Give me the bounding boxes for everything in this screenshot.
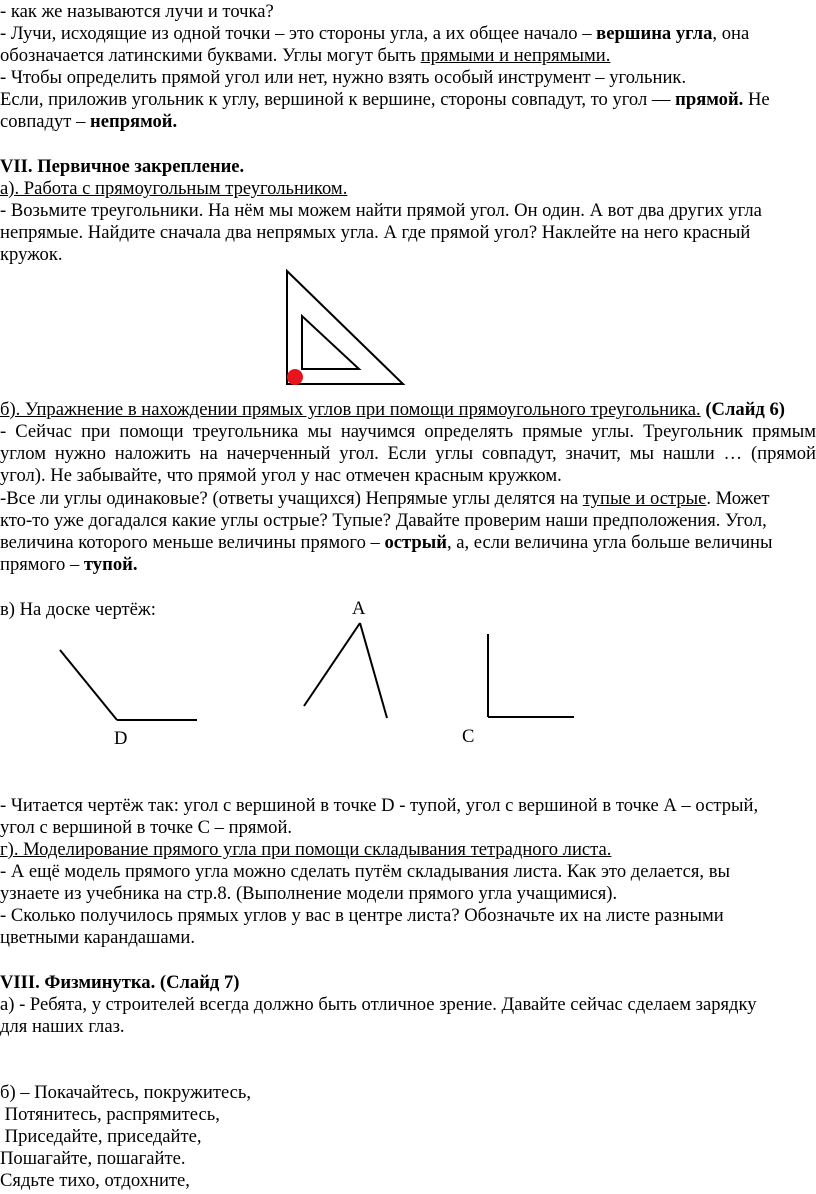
angle-a (304, 623, 387, 718)
label-d: D (114, 728, 128, 749)
text-line: -Все ли углы одинаковые? (ответы учащихся) Непрямые углы делятся на тупые и острые. Может (0, 488, 770, 509)
bold-term: прямой. (675, 89, 744, 110)
subsection-title: б). Упражнение в нахождении прямых углов при помощи прямоугольного треугольника. (Слайд 6) (0, 399, 785, 420)
bold-term: острый (384, 532, 447, 553)
label-c: C (462, 726, 475, 747)
text-line: - А ещё модель прямого угла можно сделать путём складывания листа. Как это делается, вы (0, 861, 730, 882)
text-line: - Чтобы определить прямой угол или нет, нужно взять особый инструмент – угольник. (0, 67, 687, 88)
underlined-term: прямыми и непрямыми. (420, 45, 611, 66)
angle-d (60, 650, 197, 720)
text-line: величина которого меньше величины прямого – острый, а, если величина угла больше величины (0, 532, 773, 553)
poem-line: Пошагайте, пошагайте. (0, 1148, 186, 1169)
bold-term: непрямой. (90, 111, 178, 132)
text-line: - как же называются лучи и точка? (0, 1, 274, 22)
subsection-title: а). Работа с прямоугольным треугольником. (0, 178, 348, 199)
text-line: - Читается чертёж так: угол с вершиной в точке D - тупой, угол с вершиной в точке А – острый, (0, 795, 759, 816)
text-line: прямого – тупой. (0, 554, 138, 575)
text-line: цветными карандашами. (0, 927, 195, 948)
bold-term: вершина угла (596, 23, 713, 44)
poem-line: Потянитесь, распрямитесь, (0, 1104, 220, 1125)
underlined-term: тупые и острые (582, 488, 707, 509)
text-line: обозначается латинскими буквами. Углы могут быть прямыми и непрямыми. (0, 45, 611, 66)
poem-line: Сядьте тихо, отдохните, (0, 1170, 190, 1191)
text-line: - Возьмите треугольники. На нём мы можем найти прямой угол. Он один. А вот два других угла (0, 200, 762, 221)
red-marker-circle (287, 369, 303, 385)
angle-c (488, 634, 574, 717)
slide-ref: (Слайд 6) (700, 399, 785, 420)
section-heading: VII. Первичное закрепление. (0, 156, 245, 177)
text-line: угол). Не забывайте, что прямой угол у нас отмечен красным кружком. (0, 465, 562, 486)
text-line: - Лучи, исходящие из одной точки – это стороны угла, а их общее начало – вершина угла, она (0, 23, 750, 44)
text-line: для наших глаз. (0, 1016, 125, 1037)
text-line: кто-то уже догадался какие углы острые? Тупые? Давайте проверим наши предположения. Угол, (0, 510, 767, 531)
text-line: узнаете из учебника на стр.8. (Выполнение модели прямого угла учащимися). (0, 883, 618, 904)
subsection-title: г). Моделирование прямого угла при помощи складывания тетрадного листа. (0, 839, 612, 860)
text-line: - Сколько получилось прямых углов у вас в центре листа? Обозначьте их на листе разными (0, 905, 724, 926)
label-a: A (352, 598, 366, 619)
poem-line: б) – Покачайтесь, покружитесь, (0, 1082, 252, 1103)
triangle-figure (287, 271, 403, 384)
inner-triangle (302, 316, 359, 369)
bold-term: тупой. (83, 554, 138, 575)
text-line: а) - Ребята, у строителей всегда должно быть отличное зрение. Давайте сейчас сделаем зарядку (0, 994, 757, 1015)
subsection-title: в) На доске чертёж: (0, 599, 156, 620)
poem-line: Приседайте, приседайте, (0, 1126, 202, 1147)
text-line: кружок. (0, 244, 63, 265)
text-line: углом нужно наложить на начерченный угол. Если углы совпадут, значит, мы нашли … (прямой (0, 443, 816, 464)
outer-triangle (287, 271, 403, 384)
text-line: угол с вершиной в точке С – прямой. (0, 817, 293, 838)
text-line: непрямые. Найдите сначала два непрямых угла. А где прямой угол? Наклейте на него красный (0, 222, 751, 243)
text-line: - Сейчас при помощи треугольника мы научимся определять прямые углы. Треугольник прямым (0, 421, 816, 442)
section-heading: VIII. Физминутка. (Слайд 7) (0, 972, 240, 993)
text-line: Если, приложив угольник к углу, вершиной к вершине, стороны совпадут, то угол — прямой. Не (0, 89, 770, 110)
text-line: совпадут – непрямой. (0, 111, 178, 132)
